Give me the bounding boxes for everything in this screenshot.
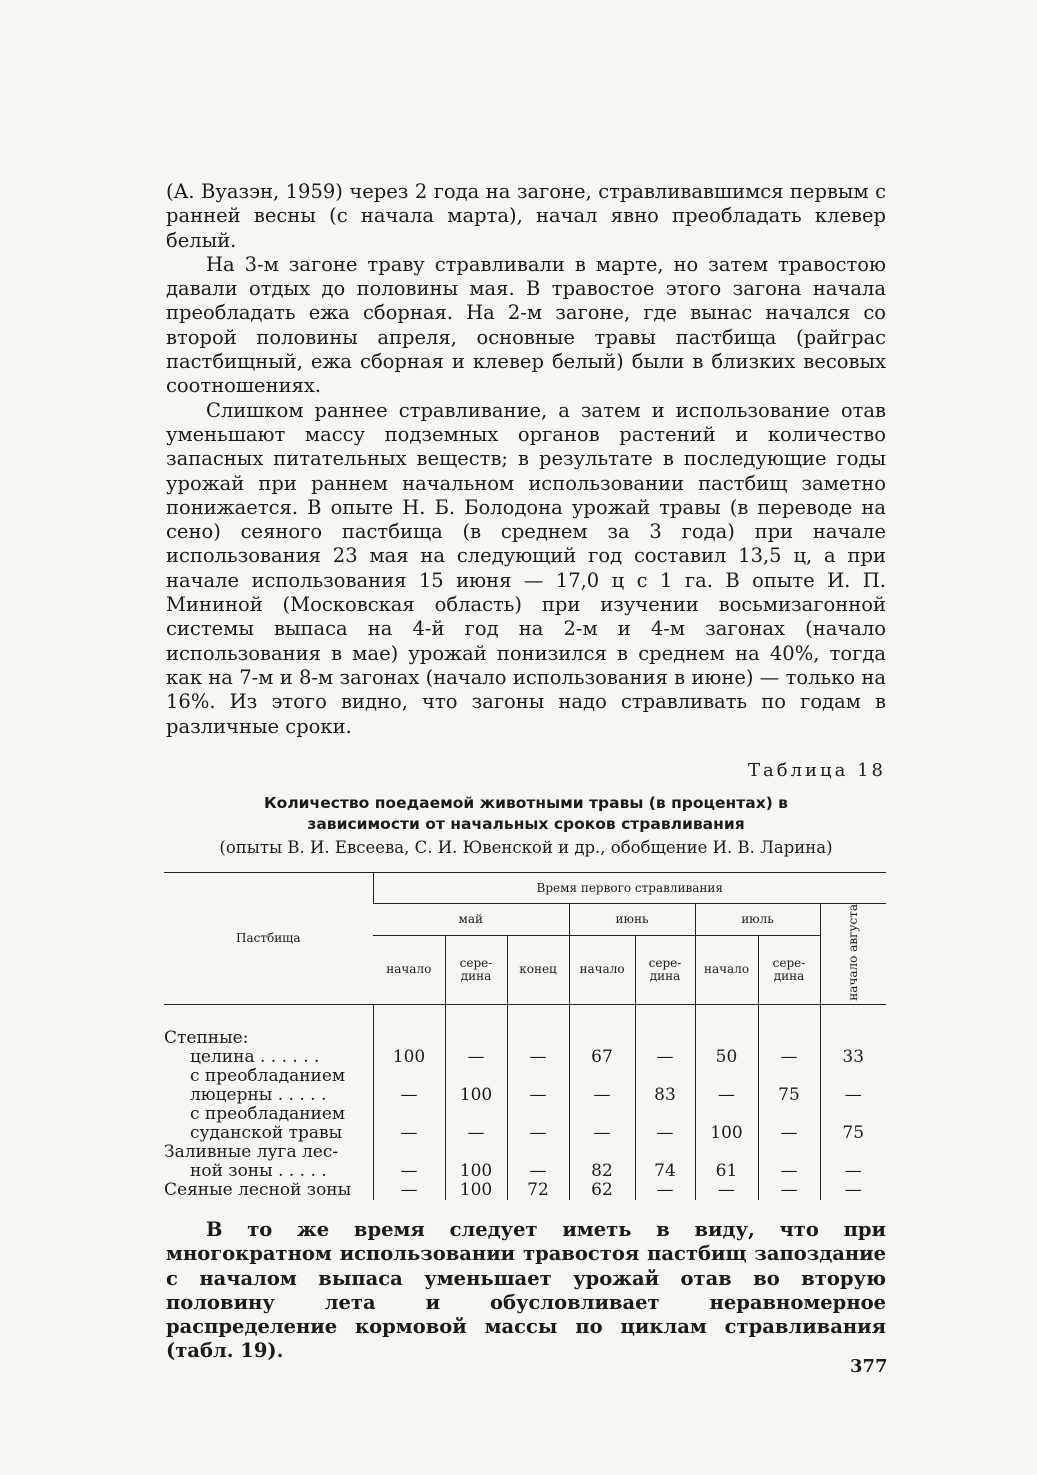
header-month-june: июнь: [569, 904, 695, 936]
table-row: [164, 1162, 886, 1181]
row-label: суданской травы: [190, 1122, 343, 1143]
header-month-july: июль: [695, 904, 820, 936]
cell: —: [635, 1048, 695, 1067]
paragraph-1: (А. Вуазэн, 1959) через 2 года на загоне, стравливавшимся первым с ранней весны (с начала марта), начал явно преобладать клевер белый.: [166, 180, 886, 252]
header-may-end: конец: [507, 935, 569, 1004]
header-july-mid: сере-дина: [758, 935, 820, 1004]
header-june-start: начало: [569, 935, 635, 1004]
cell: —: [820, 1086, 886, 1105]
cell: 82: [569, 1162, 635, 1181]
table-title-line-2: зависимости от начальных сроков стравливания: [307, 815, 745, 833]
cell: —: [373, 1162, 445, 1181]
table-subtitle: (опыты В. И. Евсеева, С. И. Ювенской и др., обобщение И. В. Ларина): [219, 838, 833, 857]
paragraph-bottom: В то же время следует иметь в виду, что при многократном использовании травостоя пастбищ запоздание с началом выпаса уменьшает урожай отав во вторую половину лета и обусловливает неравномерное распределение кормовой массы по циклам стравливания (табл. 19).: [166, 1218, 886, 1363]
cell: —: [507, 1162, 569, 1181]
top-text: [166, 180, 886, 739]
data-table: [164, 872, 886, 1200]
table-title: [166, 793, 886, 835]
cell: —: [507, 1124, 569, 1143]
cell: —: [635, 1124, 695, 1143]
header-pasture: Пастбища: [164, 873, 373, 1005]
table-title-line-1: Количество поедаемой животными травы (в процентах) в: [264, 794, 788, 812]
table-row: [164, 1086, 886, 1105]
header-month-may: май: [373, 904, 569, 936]
cell: 74: [635, 1162, 695, 1181]
cell: —: [507, 1048, 569, 1067]
paragraph-3: Слишком раннее стравливание, а затем и использование отав уменьшают массу подземных органов растений и количество запасных питательных веществ; в результате в последующие годы урожай при раннем начальном использовании пастбищ заметно понижается. В опыте Н. Б. Болодона урожай травы (в переводе на сено) сеяного пастбища (в среднем за 3 года) при начале использования 23 мая на следующий год составил 13,5 ц, а при начале использования 15 июня — 17,0 ц с 1 га. В опыте И. П. Мининой (Московская область) при изучении восьмизагонной системы выпаса на 4-й год на 2-м и 4-м загонах (начало использования в мае) урожай понизился в среднем на 40%, тогда как на 7-м и 8-м загонах (начало использования в июне) — только на 16%. Из этого видно, что загоны надо стравливать по годам в различные сроки.: [166, 398, 886, 738]
row-label-prefix: Заливные луга лес-: [164, 1141, 339, 1162]
group-steppe-label: Степные:: [164, 1027, 249, 1048]
cell: —: [758, 1181, 820, 1200]
header-june-mid: сере-дина: [635, 935, 695, 1004]
header-may-mid: сере-дина: [445, 935, 507, 1004]
table-caption: Таблица 18: [748, 760, 886, 781]
row-label: люцерны . . . . .: [190, 1084, 327, 1105]
table-row: [164, 1181, 886, 1200]
cell: 100: [373, 1048, 445, 1067]
cell: —: [695, 1181, 758, 1200]
cell: 100: [445, 1086, 507, 1105]
paragraph-2: На 3-м загоне траву стравливали в марте, но затем травостою давали отдых до половины мая. В травостое этого загона начала преобладать ежа сборная. На 2-м загоне, где вынас начался со второй половины апреля, основные травы пастбища (райграс пастбищный, ежа сборная и клевер белый) были в близких весовых соотношениях.: [166, 252, 886, 398]
cell: —: [445, 1048, 507, 1067]
cell: —: [373, 1086, 445, 1105]
row-label-prefix: с преобладанием: [190, 1065, 346, 1086]
header-august-label: начало августа: [845, 904, 860, 1001]
cell: 100: [695, 1124, 758, 1143]
cell: 50: [695, 1048, 758, 1067]
cell: —: [635, 1181, 695, 1200]
cell: —: [695, 1086, 758, 1105]
cell: 83: [635, 1086, 695, 1105]
header-may-start: начало: [373, 935, 445, 1004]
cell: 75: [758, 1086, 820, 1105]
cell: —: [445, 1124, 507, 1143]
row-label: ной зоны . . . . .: [190, 1160, 327, 1181]
cell: —: [820, 1181, 886, 1200]
row-label-prefix: с преобладанием: [190, 1103, 346, 1124]
cell: —: [373, 1181, 445, 1200]
table-row: [164, 1124, 886, 1143]
header-time: Время первого стравливания: [373, 873, 886, 904]
header-july-start: начало: [695, 935, 758, 1004]
bottom-text: [166, 1218, 886, 1364]
cell: 67: [569, 1048, 635, 1067]
cell: 75: [820, 1124, 886, 1143]
row-label: Сеяные лесной зоны: [164, 1179, 352, 1200]
row-label: целина . . . . . .: [190, 1046, 320, 1067]
cell: 100: [445, 1181, 507, 1200]
cell: —: [758, 1048, 820, 1067]
cell: —: [758, 1124, 820, 1143]
cell: —: [373, 1124, 445, 1143]
cell: 100: [445, 1162, 507, 1181]
cell: —: [569, 1124, 635, 1143]
cell: —: [820, 1162, 886, 1181]
cell: —: [758, 1162, 820, 1181]
table-row: [164, 1048, 886, 1067]
cell: 72: [507, 1181, 569, 1200]
cell: —: [569, 1086, 635, 1105]
header-august: [820, 904, 886, 1005]
page-number: 377: [850, 1356, 888, 1377]
cell: 62: [569, 1181, 635, 1200]
cell: 33: [820, 1048, 886, 1067]
cell: —: [507, 1086, 569, 1105]
cell: 61: [695, 1162, 758, 1181]
